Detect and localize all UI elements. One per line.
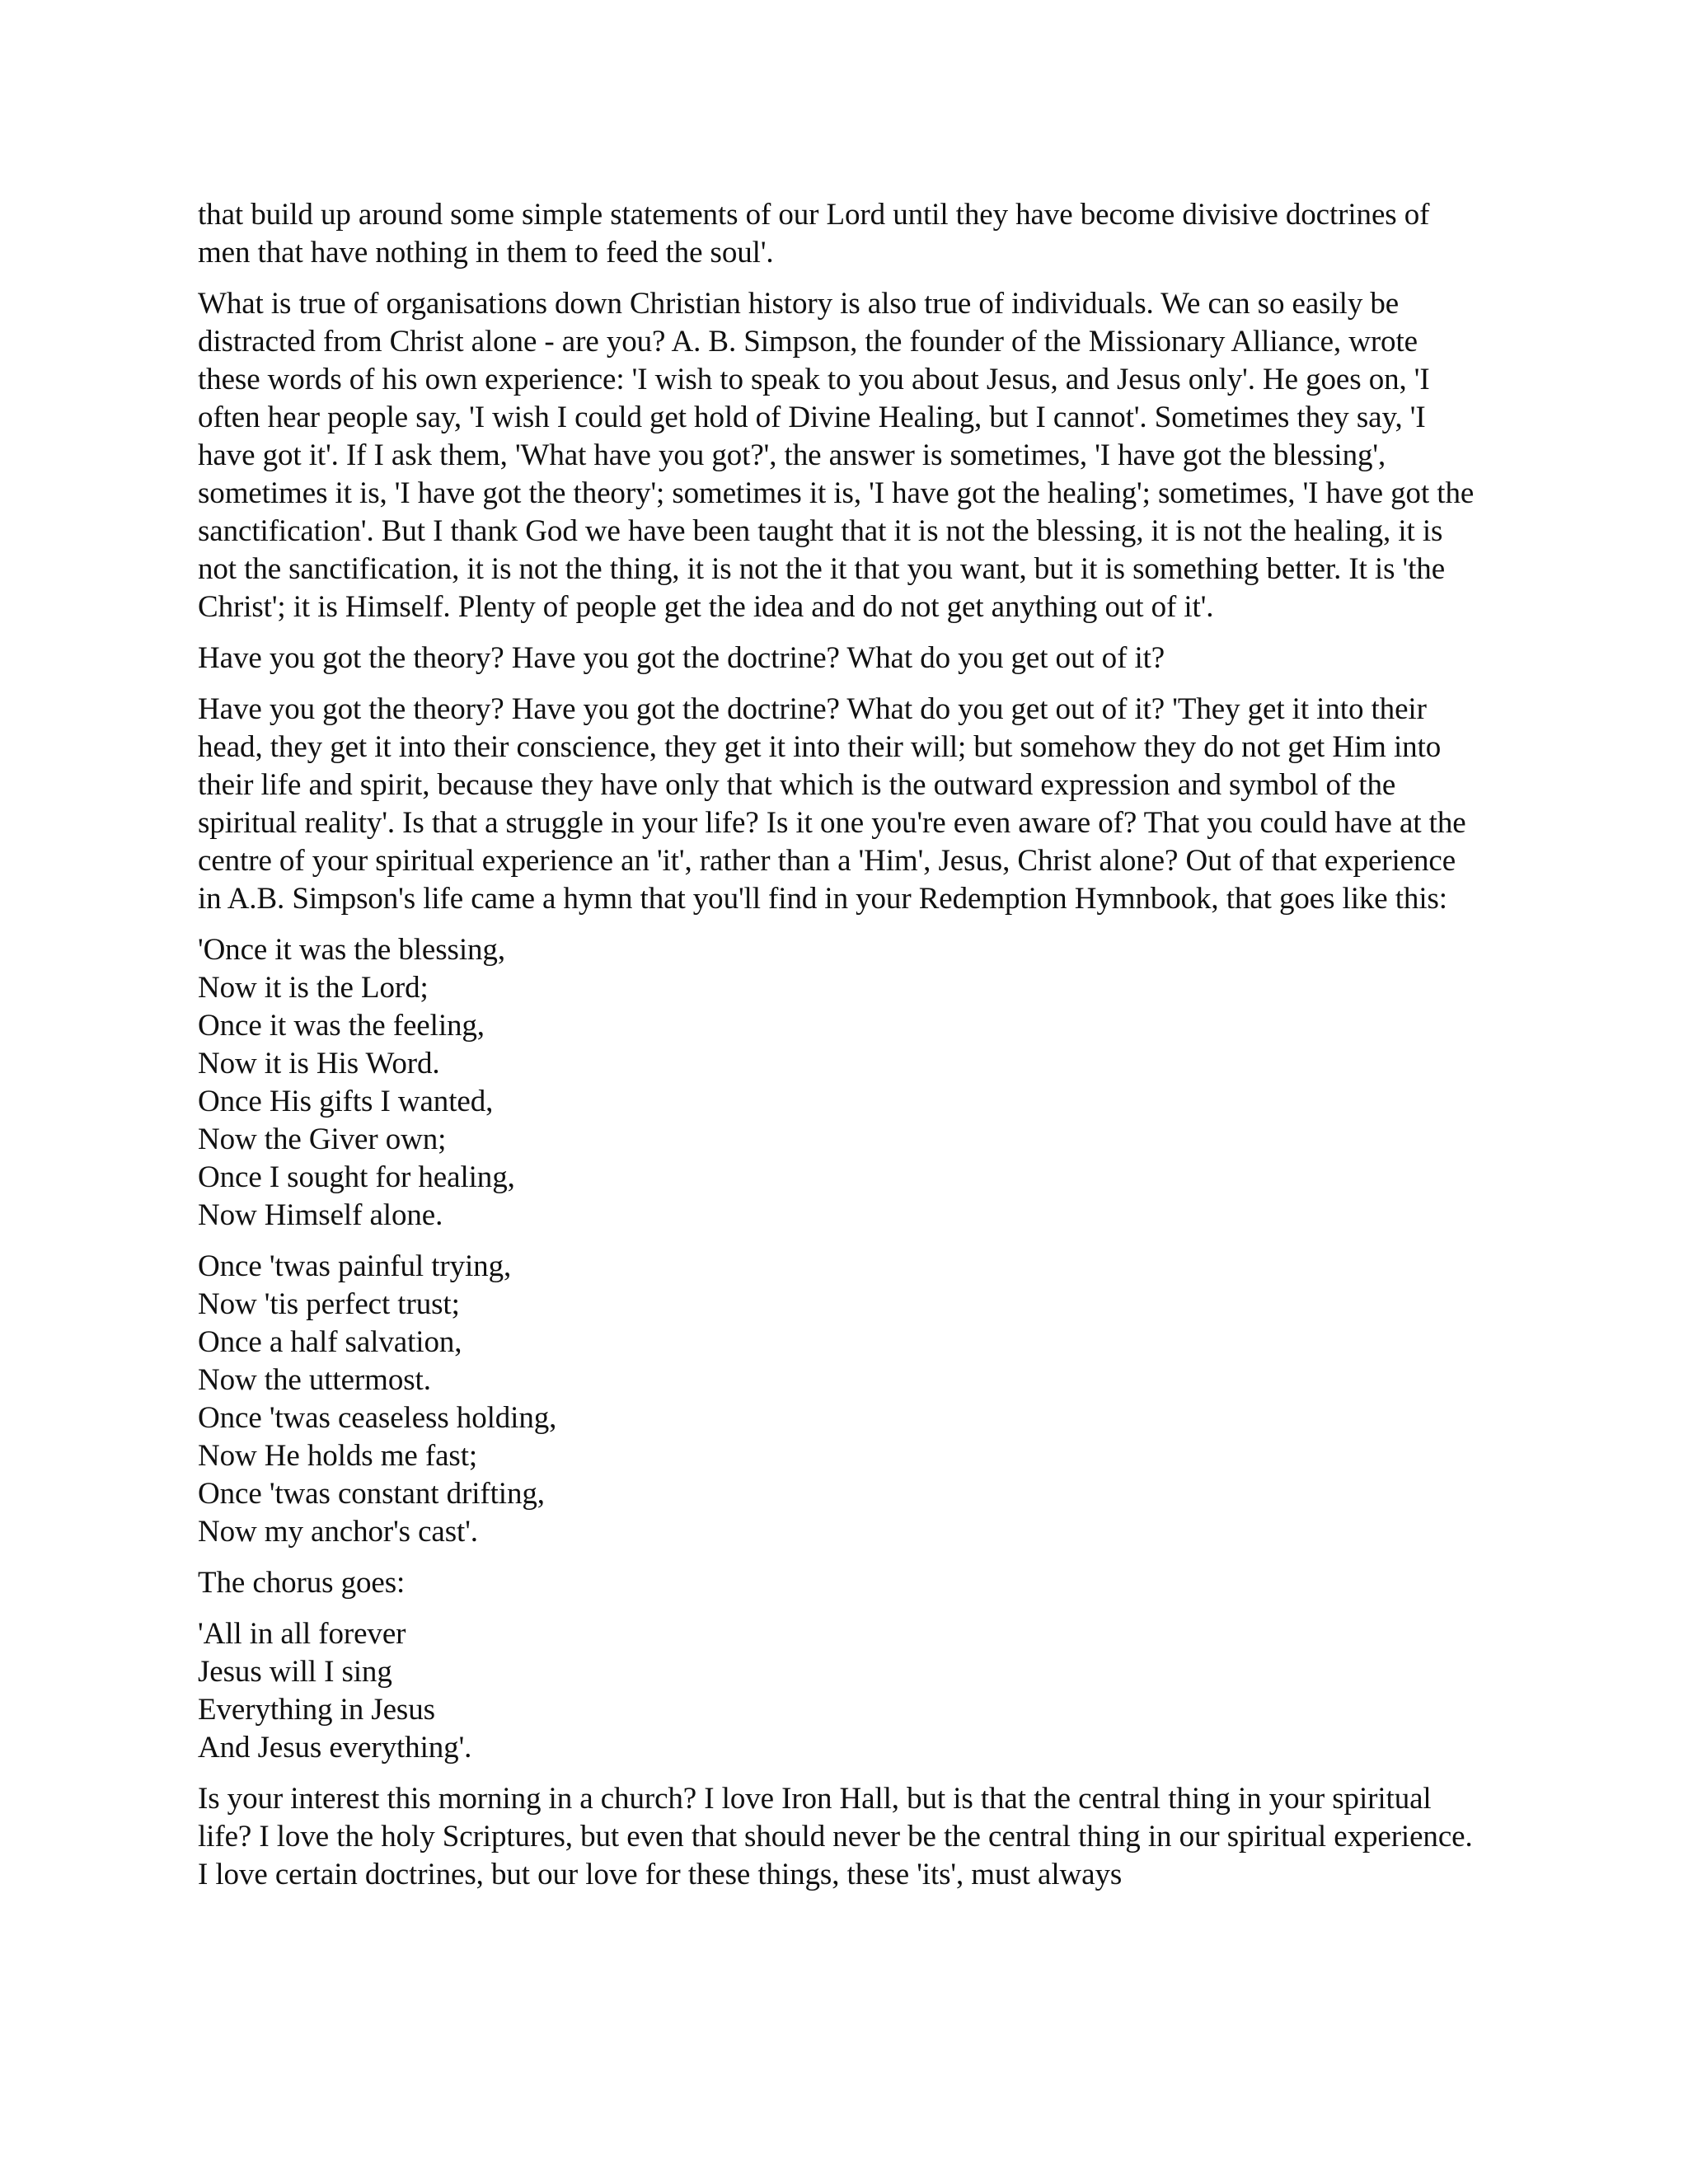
hymn-line: Now the uttermost.	[198, 1363, 431, 1397]
hymn-line: Once 'twas painful trying,	[198, 1249, 512, 1283]
hymn-line: Now it is the Lord;	[198, 971, 429, 1005]
hymn-line: Now my anchor's cast'.	[198, 1515, 478, 1549]
hymn-line: 'Once it was the blessing,	[198, 933, 505, 967]
paragraph-question-expanded: Have you got the theory? Have you got the doctrine? What do you get out of it? 'They get it into their head, they get it into their conscience, they get it into their will; but somehow they do not get Him into their life and spirit, because they have only that which is the outward expression and symbol of the spiritual reality'. Is that a struggle in your life? Is it one you're even aware of? That you could have at the centre of your spiritual experience an 'it', rather than a 'Him', Jesus, Christ alone? Out of that experience in A.B. Simpson's life came a hymn that you'll find in your Redemption Hymnbook, that goes like this:	[198, 692, 1466, 916]
hymn-verse-1	[198, 931, 1482, 1235]
chorus-line: Everything in Jesus	[198, 1693, 435, 1727]
paragraph-continuation: that build up around some simple statements of our Lord until they have become divisive doctrines of men that have nothing in them to feed the soul'.	[198, 198, 1430, 269]
hymn-verse-2	[198, 1248, 1482, 1551]
hymn-chorus	[198, 1615, 1482, 1767]
hymn-line: Now Himself alone.	[198, 1198, 443, 1232]
chorus-line: Jesus will I sing	[198, 1655, 392, 1689]
hymn-line: Now He holds me fast;	[198, 1439, 478, 1473]
hymn-line: Now the Giver own;	[198, 1122, 447, 1156]
hymn-line: Once I sought for healing,	[198, 1160, 515, 1194]
chorus-line: 'All in all forever	[198, 1617, 406, 1651]
hymn-line: Once it was the feeling,	[198, 1009, 485, 1043]
hymn-line: Now 'tis perfect trust;	[198, 1287, 460, 1321]
chorus-line: And Jesus everything'.	[198, 1731, 472, 1765]
body-text	[198, 196, 1482, 1894]
hymn-line: Now it is His Word.	[198, 1047, 440, 1080]
paragraph-closing: Is your interest this morning in a church? I love Iron Hall, but is that the central thing in your spiritual life? I love the holy Scriptures, but even that should never be the central thing in our spiritual experience. I love certain doctrines, but our love for these things, these 'its', must always	[198, 1782, 1473, 1891]
paragraph-question: Have you got the theory? Have you got the doctrine? What do you get out of it?	[198, 641, 1165, 675]
paragraph-simpson-quote: What is true of organisations down Christian history is also true of individuals. We can so easily be distracted from Christ alone - are you? A. B. Simpson, the founder of the Missionary Alliance, wrote these words of his own experience: 'I wish to speak to you about Jesus, and Jesus only'. He goes on, 'I often hear people say, 'I wish I could get hold of Divine Healing, but I cannot'. Sometimes they say, 'I have got it'. If I ask them, 'What have you got?', the answer is sometimes, 'I have got the blessing', sometimes it is, 'I have got the theory'; sometimes it is, 'I have got the healing'; sometimes, 'I have got the sanctification'. But I thank God we have been taught that it is not the blessing, it is not the healing, it is not the sanctification, it is not the thing, it is not the it that you want, but it is something better. It is 'the Christ'; it is Himself. Plenty of people get the idea and do not get anything out of it'.	[198, 287, 1475, 624]
hymn-line: Once His gifts I wanted,	[198, 1085, 494, 1118]
hymn-line: Once a half salvation,	[198, 1325, 462, 1359]
hymn-line: Once 'twas constant drifting,	[198, 1477, 545, 1511]
hymn-line: Once 'twas ceaseless holding,	[198, 1401, 557, 1435]
chorus-intro: The chorus goes:	[198, 1566, 406, 1600]
